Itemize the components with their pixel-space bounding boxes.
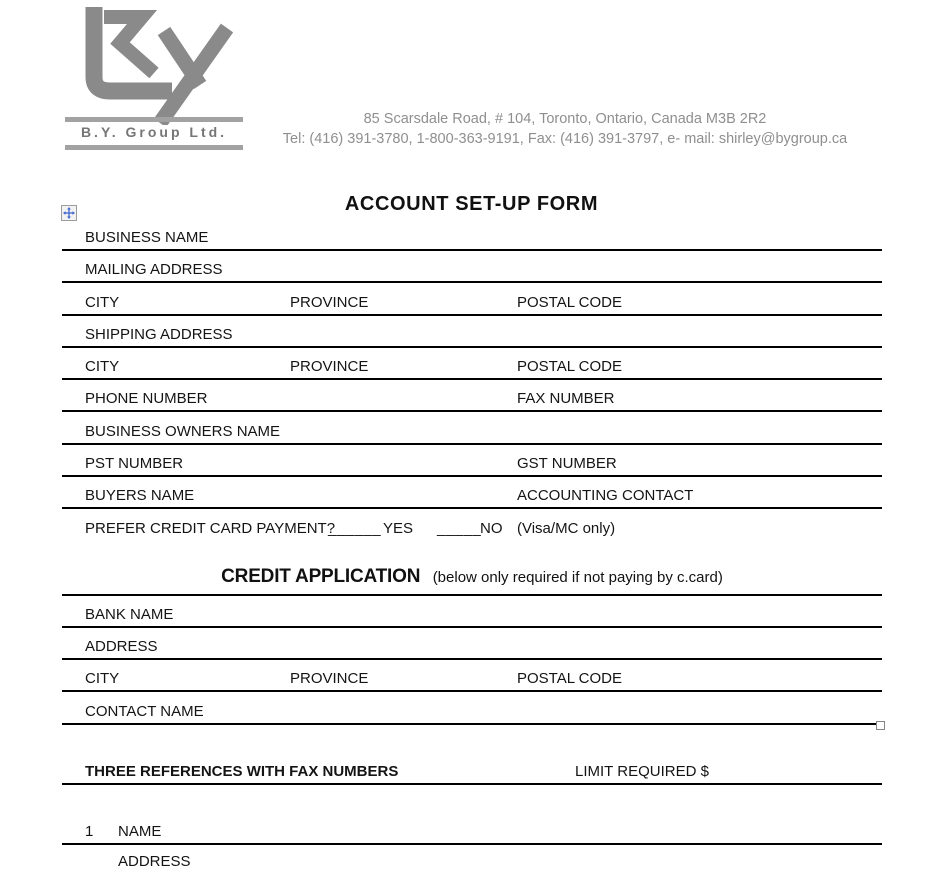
no-blank-field[interactable]: _____ [437, 520, 482, 537]
credit-application-heading-row [62, 556, 882, 596]
business-name-label: BUSINESS NAME [85, 229, 209, 246]
field-bank-address[interactable] [62, 630, 882, 660]
field-shipping-city-province-postal[interactable] [62, 350, 882, 380]
postal-code-label: POSTAL CODE [517, 670, 623, 687]
buyers-name-label: BUYERS NAME [85, 487, 195, 504]
field-mailing-address[interactable] [62, 253, 882, 283]
yes-label: YES [383, 520, 414, 537]
credit-application-note: (below only required if not paying by c.card) [432, 569, 723, 586]
province-label: PROVINCE [290, 358, 369, 375]
province-label: PROVINCE [290, 670, 369, 687]
pst-number-label: PST NUMBER [85, 455, 184, 472]
field-buyers-accounting[interactable] [62, 479, 882, 509]
mailing-address-label: MAILING ADDRESS [85, 261, 223, 278]
field-references-limit[interactable] [62, 755, 882, 785]
gst-number-label: GST NUMBER [517, 455, 617, 472]
business-owners-name-label: BUSINESS OWNERS NAME [85, 423, 281, 440]
field-reference-1-name[interactable] [62, 815, 882, 845]
references-heading: THREE REFERENCES WITH FAX NUMBERS [85, 763, 399, 780]
company-logo-icon [80, 5, 245, 125]
address-label: ADDRESS [85, 638, 158, 655]
city-label: CITY [85, 294, 120, 311]
field-business-name[interactable] [62, 221, 882, 251]
credit-application-heading [62, 566, 882, 588]
fax-number-label: FAX NUMBER [517, 390, 615, 407]
accounting-contact-label: ACCOUNTING CONTACT [517, 487, 694, 504]
city-label: CITY [85, 358, 120, 375]
field-shipping-address[interactable] [62, 318, 882, 348]
contact-name-label: CONTACT NAME [85, 703, 204, 720]
header-contact-block [240, 109, 890, 149]
postal-code-label: POSTAL CODE [517, 358, 623, 375]
field-mailing-city-province-postal[interactable] [62, 286, 882, 316]
logo-divider-top [65, 117, 243, 122]
no-label: NO [480, 520, 503, 537]
field-bank-name[interactable] [62, 598, 882, 628]
province-label: PROVINCE [290, 294, 369, 311]
reference-1-index: 1 [85, 823, 94, 840]
table-resize-handle[interactable] [876, 721, 885, 730]
logo-divider-bottom [65, 145, 243, 150]
field-credit-card-preference [62, 512, 882, 540]
field-reference-1-address[interactable] [62, 849, 882, 873]
four-way-arrow-icon [63, 207, 75, 219]
bank-name-label: BANK NAME [85, 606, 174, 623]
phone-number-label: PHONE NUMBER [85, 390, 208, 407]
field-business-owners-name[interactable] [62, 415, 882, 445]
yes-blank-field[interactable]: ______ [328, 520, 382, 537]
name-label: NAME [118, 823, 162, 840]
logo-company-name: B.Y. Group Ltd. [80, 124, 228, 140]
shipping-address-label: SHIPPING ADDRESS [85, 326, 233, 343]
postal-code-label: POSTAL CODE [517, 294, 623, 311]
address-label: ADDRESS [118, 853, 191, 870]
credit-card-question-label: PREFER CREDIT CARD PAYMENT? [85, 520, 336, 537]
page-title: ACCOUNT SET-UP FORM [344, 193, 599, 215]
credit-application-title: CREDIT APPLICATION [221, 566, 421, 587]
city-label: CITY [85, 670, 120, 687]
table-move-handle-icon[interactable] [61, 205, 77, 221]
field-bank-city-province-postal[interactable] [62, 662, 882, 692]
field-phone-fax[interactable] [62, 382, 882, 412]
visa-mc-note: (Visa/MC only) [517, 520, 616, 537]
field-contact-name[interactable] [62, 695, 882, 725]
field-pst-gst[interactable] [62, 447, 882, 477]
limit-required-label: LIMIT REQUIRED $ [575, 763, 709, 780]
header-address-line: 85 Scarsdale Road, # 104, Toronto, Ontario, Canada M3B 2R2 [363, 111, 767, 127]
header-phone-line: Tel: (416) 391-3780, 1-800-363-9191, Fax: (416) 391-3797, e- mail: shirley@bygroup.ca [282, 131, 848, 147]
